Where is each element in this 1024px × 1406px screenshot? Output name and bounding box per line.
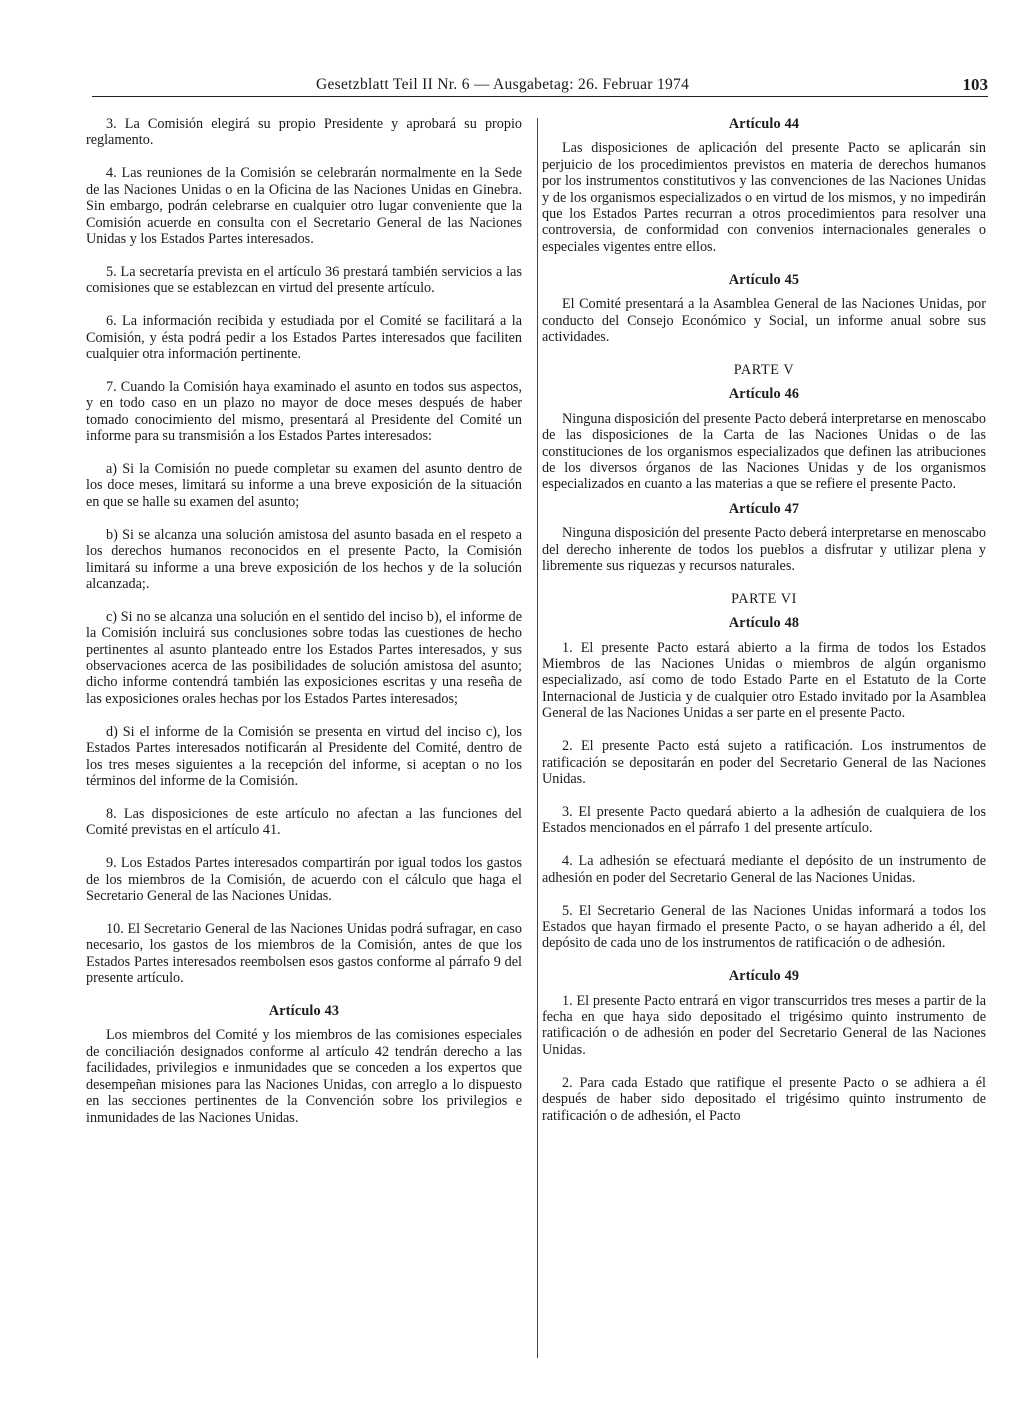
article-49-paragraph-2: 2. Para cada Estado que ratifique el presente Pacto o se adhiera a él después de haber sido depositado el trigésimo quinto instrumento de ratificación o de adhesión, el Pacto [542, 1074, 986, 1124]
article-48-paragraph-1: 1. El presente Pacto estará abierto a la firma de todos los Estados Miembros de las Naciones Unidas o miembros de algún organismo especializado, así como de todo Estado Parte en el Estatuto de la Corte Internacional de Justicia y de cualquier otro Estado invitado por la Asamblea General de las Naciones Unidas a ser parte en el presente Pacto. [542, 639, 986, 722]
article-48-paragraph-4: 4. La adhesión se efectuará mediante el depósito de un instrumento de adhesión en poder del Secretario General de las Naciones Unidas. [542, 853, 986, 886]
paragraph-4: 4. Las reuniones de la Comisión se celebrarán normalmente en la Sede de las Naciones Unidas o en la Oficina de las Naciones Unidas en Ginebra. Sin embargo, podrán celebrarse en cualquier otro lugar conveniente que la Comisión acuerde en consulta con el Secretario General de las Naciones Unidas y los Estados Partes interesados. [86, 165, 522, 247]
article-48-paragraph-2: 2. El presente Pacto está sujeto a ratificación. Los instrumentos de ratificación se depositarán en poder del Secretario General de las Naciones Unidas. [542, 738, 986, 787]
page-header [92, 76, 988, 97]
part-vi-title: PARTE VI [731, 590, 797, 607]
paragraph-6: 6. La información recibida y estudiada por el Comité se facilitará a la Comisión, y ésta podrá pedir a los Estados Partes interesados que faciliten cualquier otra información pertinente. [86, 313, 522, 362]
right-column [542, 116, 986, 1141]
article-48-heading: Artículo 48 [728, 615, 800, 632]
article-46-text: Ninguna disposición del presente Pacto deberá interpretarse en menoscabo de las disposiciones de la Carta de las Naciones Unidas o de las constituciones de los organismos especializados que definen las atribuciones de los diversos órganos de las Naciones Unidas y de los organismos especializados en cuanto a las materias a que se refiere el presente Pacto. [542, 410, 986, 493]
paragraph-10: 10. El Secretario General de las Naciones Unidas podrá sufragar, en caso necesario, los gastos de los miembros de la Comisión, antes de que los Estados Partes interesados reembolsen esos gastos conforme al párrafo 9 del presente artículo. [86, 920, 522, 987]
article-46-heading: Artículo 46 [728, 386, 800, 403]
article-47-text: Ninguna disposición del presente Pacto deberá interpretarse en menoscabo del derecho inherente de todos los pueblos a disfrutar y utilizar plena y libremente sus riquezas y recursos naturales. [542, 525, 986, 574]
left-column [86, 116, 522, 1142]
subparagraph-b: b) Si se alcanza una solución amistosa del asunto basada en el respeto a los derechos humanos reconocidos en el presente Pacto, la Comisión limitará su informe a una breve exposición de los hechos y de la solución alcanzada;. [86, 526, 522, 592]
article-47-heading: Artículo 47 [728, 500, 800, 517]
article-45-text: El Comité presentará a la Asamblea General de las Naciones Unidas, por conducto del Consejo Económico y Social, un informe anual sobre sus actividades. [542, 296, 986, 345]
part-v-title: PARTE V [733, 361, 795, 378]
article-48-paragraph-3: 3. El presente Pacto quedará abierto a la adhesión de cualquiera de los Estados mencionados en el párrafo 1 del presente artículo. [542, 803, 986, 837]
subparagraph-a: a) Si la Comisión no puede completar su examen del asunto dentro de los doce meses, limitará su informe a una breve exposición de la situación en que se halle su examen del asunto; [86, 461, 522, 510]
paragraph-8: 8. Las disposiciones de este artículo no afectan a las funciones del Comité previstas en el artículo 41. [86, 805, 522, 839]
article-49-paragraph-1: 1. El presente Pacto entrará en vigor transcurridos tres meses a partir de la fecha en que haya sido depositado el trigésimo quinto instrumento de ratificación o de adhesión en poder del Secretario General de las Naciones Unidas. [542, 992, 986, 1058]
paragraph-7: 7. Cuando la Comisión haya examinado el asunto en todos sus aspectos, y en todo caso en un plazo no mayor de doce meses después de haber tomado conocimiento del mismo, presentará al Presidente del Comité un informe para su transmisión a los Estados Partes interesados: [86, 378, 522, 445]
article-44-heading: Artículo 44 [728, 116, 800, 132]
page-number: 103 [962, 75, 988, 94]
subparagraph-c: c) Si no se alcanza una solución en el sentido del inciso b), el informe de la Comisión incluirá sus conclusiones sobre todas las cuestiones de hecho pertinentes al asunto planteado entre los Estados Partes interesados, y sus observaciones acerca de las posibilidades de solución amistosa del asunto; dicho informe contendrá también las exposiciones escritas y una reseña de las exposiciones orales hechas por los Estados Partes interesados; [86, 608, 522, 707]
article-43-heading: Artículo 43 [268, 1003, 340, 1020]
paragraph-9: 9. Los Estados Partes interesados compartirán por igual todos los gastos de los miembros de la Comisión, de acuerdo con el cálculo que haga el Secretario General de las Naciones Unidas. [86, 855, 522, 905]
article-43-text: Los miembros del Comité y los miembros de las comisiones especiales de conciliación designados conforme al artículo 42 tendrán derecho a las facilidades, privilegios e inmunidades que se conceden a los expertos que desempeñan misiones para las Naciones Unidas, con arreglo a lo dispuesto en las secciones pertinentes de la Convención sobre los privilegios e inmunidades de las Naciones Unidas. [86, 1027, 522, 1126]
article-48-paragraph-5: 5. El Secretario General de las Naciones Unidas informará a todos los Estados que hayan firmado el presente Pacto, o se hayan adherido a él, del depósito de cada uno de los instrumentos de ratificación o de adhesión. [542, 902, 986, 952]
paragraph-3: 3. La Comisión elegirá su propio Presidente y aprobará su propio reglamento. [86, 116, 522, 149]
article-49-heading: Artículo 49 [728, 968, 800, 985]
column-divider [537, 118, 538, 1358]
article-44-text: Las disposiciones de aplicación del presente Pacto se aplicarán sin perjuicio de los procedimientos previstos en materia de derechos humanos por los instrumentos constitutivos y las convenciones de las Naciones Unidas y de los organismos especializados o en virtud de los mismos, y no impedirán que los Estados Partes recurran a otros procedimientos para resolver una controversia, de conformidad con convenios internacionales generales o especiales vigentes entre ellos. [542, 140, 986, 255]
paragraph-5: 5. La secretaría prevista en el artículo 36 prestará también servicios a las comisiones que se establezcan en virtud del presente artículo. [86, 263, 522, 297]
article-45-heading: Artículo 45 [728, 271, 800, 288]
running-title: Gesetzblatt Teil II Nr. 6 — Ausgabetag: 26. Februar 1974 [316, 76, 690, 93]
subparagraph-d: d) Si el informe de la Comisión se presenta en virtud del inciso c), los Estados Partes interesados notificarán al Presidente del Comité, dentro de los tres meses siguientes a la recepción del informe, si aceptan o no los términos del informe de la Comisión. [86, 723, 522, 789]
